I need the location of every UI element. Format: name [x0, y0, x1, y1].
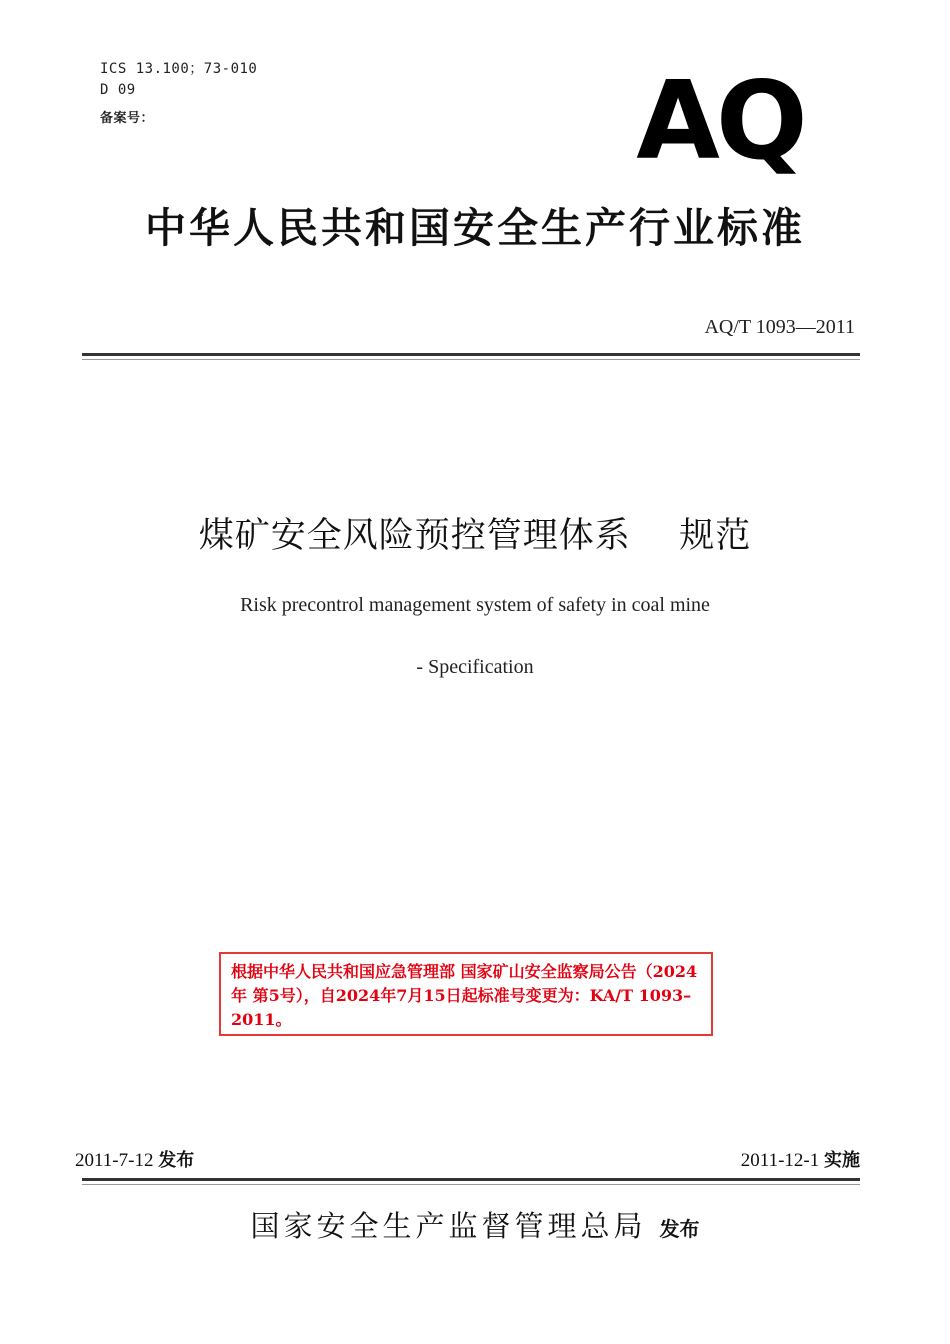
- implement-date-value: 2011-12-1: [740, 1150, 820, 1171]
- implement-date-label: 实施: [824, 1150, 860, 1171]
- filing-number-label: 备案号：: [100, 111, 155, 126]
- ics-code: ICS 13.100；73-010: [100, 61, 258, 77]
- document-title-en-line1: Risk precontrol management system of safety in coal mine: [240, 594, 710, 616]
- header-divider: [82, 353, 860, 356]
- implement-date: [741, 1146, 860, 1172]
- release-date-label: 发布: [158, 1150, 195, 1171]
- header-divider-thin: [82, 359, 860, 360]
- footer-divider-thin: [82, 1184, 860, 1185]
- standard-code: AQ/T 1093—2011: [704, 316, 855, 338]
- issuing-authority: [0, 1204, 950, 1245]
- release-date-value: 2011-7-12: [75, 1150, 154, 1171]
- release-date: [75, 1146, 194, 1172]
- document-title-en-line2: - Specification: [416, 656, 534, 678]
- ccs-code: D 09: [100, 82, 136, 98]
- industry-standard-title: 中华人民共和国安全生产行业标准: [145, 204, 805, 252]
- notice-text: 根据中华人民共和国应急管理部 国家矿山安全监察局公告（2024年 第5号），自2024年7月15日起标准号变更为：KA/T 1093–2011。: [231, 962, 698, 1029]
- issuer-verb: 发布: [659, 1217, 700, 1241]
- aq-logo: AQ: [636, 59, 804, 184]
- issuer-org: 国家安全生产监督管理总局: [250, 1209, 647, 1243]
- document-title-cn: 煤矿安全风险预控管理体系 规范: [198, 516, 752, 556]
- footer-divider: [82, 1178, 860, 1181]
- standard-number-change-notice: [219, 952, 713, 1036]
